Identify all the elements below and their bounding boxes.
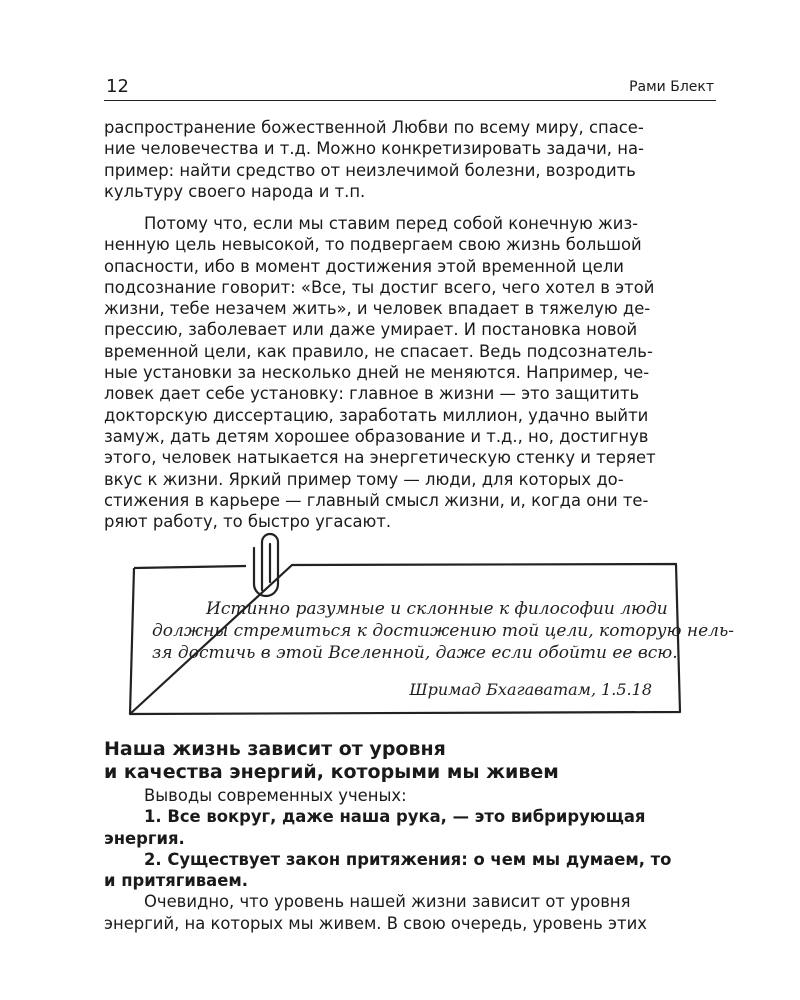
text-line: опасности, ибо в момент достижения этой временной цели <box>104 256 624 276</box>
text-line: стижения в карьере — главный смысл жизни, и, когда они те- <box>104 490 649 510</box>
paragraph-1 <box>104 117 716 202</box>
text-line: ние человечества и т.д. Можно конкретизировать задачи, на- <box>104 139 644 159</box>
page-number: 12 <box>106 76 129 97</box>
text-line: прессию, заболевает или даже умирает. И постановка новой <box>104 320 638 340</box>
quote-line: зя достичь в этой Вселенной, даже если обойти ее всю. <box>152 643 678 663</box>
text-line: Потому что, если мы ставим перед собой конечную жиз- <box>144 214 639 233</box>
quote-text <box>152 598 734 664</box>
point-1-line: 1. Все вокруг, даже наша рука, — это вибрирующая <box>144 807 646 827</box>
paragraph-2 <box>104 213 716 532</box>
quote-source: Шримад Бхагаватам, 1.5.18 <box>409 680 652 699</box>
text-line: вкус к жизни. Яркий пример тому — люди, для которых до- <box>104 469 624 489</box>
point-1-line: энергия. <box>104 828 185 848</box>
section-body <box>104 785 716 934</box>
text-line: этого, человек натыкается на энергетическую стенку и теряет <box>104 448 656 468</box>
point-2-line: и притягиваем. <box>104 871 248 891</box>
point-2-line: 2. Существует закон притяжения: о чем мы думаем, то <box>144 849 672 869</box>
text-line: ные установки за несколько дней не меняются. Например, че- <box>104 363 650 383</box>
text-line: пример: найти средство от неизлечимой болезни, возродить <box>104 160 636 180</box>
text-line: замуж, дать детям хорошее образование и т.д., но, достигнув <box>104 426 649 446</box>
text-line: ряют работу, то быстро угасают. <box>104 512 392 532</box>
quote-line: должны стремиться к достижению той цели, которую нель- <box>152 621 734 641</box>
intro-line: Выводы современных ученых: <box>144 786 407 805</box>
closing-line: Очевидно, что уровень нашей жизни зависит от уровня <box>144 892 631 912</box>
paperclip-icon <box>248 528 292 608</box>
quote-line: Истинно разумные и склонные к философии люди <box>206 599 668 619</box>
quote-note <box>128 528 734 718</box>
text-line: распространение божественной Любви по всему миру, спасе- <box>104 118 644 137</box>
text-line: культуру своего народа и т.п. <box>104 181 366 201</box>
text-line: ловек дает себе установку: главное в жизни — это защитить <box>104 384 640 404</box>
running-header <box>104 76 716 101</box>
heading-line: Наша жизнь зависит от уровня <box>104 738 446 760</box>
text-line: докторскую диссертацию, заработать миллион, удачно выйти <box>104 405 649 425</box>
text-line: ненную цель невысокой, то подвергаем свою жизнь большой <box>104 235 642 255</box>
closing-line: энергий, на которых мы живем. В свою очередь, уровень этих <box>104 913 647 933</box>
section-heading <box>104 738 716 784</box>
text-line: подсознание говорит: «Все, ты достиг всего, чего хотел в этой <box>104 277 655 297</box>
text-line: жизни, тебе незачем жить», и человек впадает в тяжелую де- <box>104 299 651 319</box>
running-author: Рами Блект <box>629 79 714 95</box>
text-line: временной цели, как правило, не спасает. Ведь подсознатель- <box>104 341 653 361</box>
heading-line: и качества энергий, которыми мы живем <box>104 761 559 783</box>
